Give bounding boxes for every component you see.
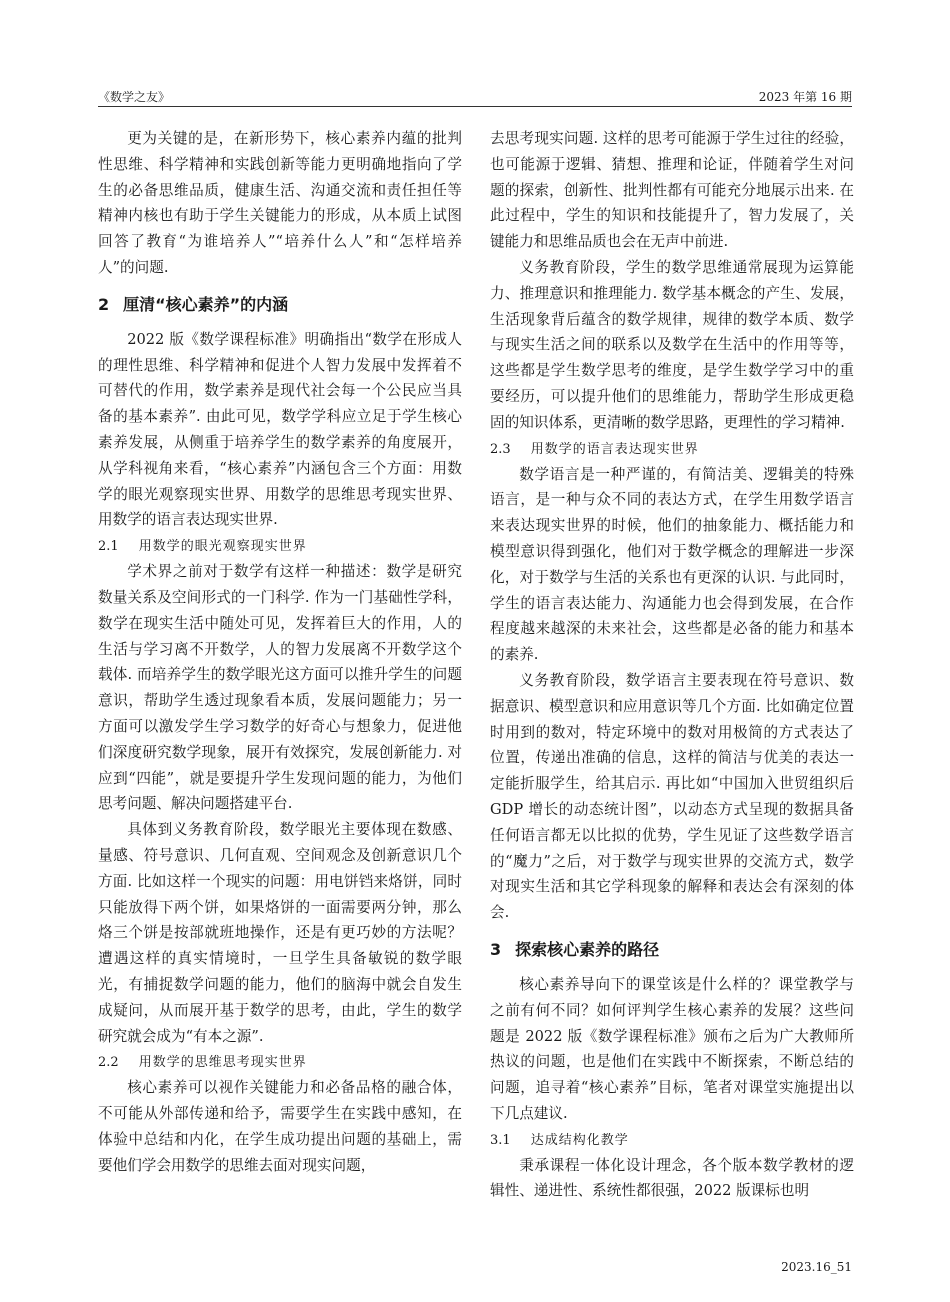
- subsection-number: 2.3: [490, 441, 511, 457]
- paragraph: 义务教育阶段，学生的数学思维通常展现为运算能力、推理意识和推理能力. 数学基本概念的产生、发展，生活现象背后蕴含的数学规律，规律的数学本质、数学与现实生活之间的联系以及数学在生活中的作用等等，这些都是学生数学思考的维度，是学生数学学习中的重要经历，可以提升他们的思维能力，帮助学生形成更稳固的知识体系，更清晰的数学思路，更理性的学习精神.: [490, 258, 854, 431]
- paragraph: 去思考现实问题. 这样的思考可能源于学生过往的经验，也可能源于逻辑、猜想、推理和论证，伴随着学生对问题的探索，创新性、批判性都有可能充分地展示出来. 在此过程中，学生的知识和技能提升了，智力发展了，关键能力和思维品质也会在无声中前进.: [490, 130, 854, 251]
- subsection-title: 达成结构化教学: [530, 1132, 629, 1148]
- subsection-title: 用数学的思维思考现实世界: [138, 1055, 307, 1071]
- section-title: 厘清“核心素养”的内涵: [123, 294, 289, 314]
- section-number: 3: [490, 939, 502, 959]
- running-header: [98, 84, 852, 107]
- paragraph: 更为关键的是，在新形势下，核心素养内蕴的批判性思维、科学精神和实践创新等能力更明确地指向了学生的必备思维品质，健康生活、沟通交流和责任担任等精神内核也有助于学生关键能力的形成，从本质上试图回答了教育“为谁培养人”“培养什么人”和“怎样培养人”的问题.: [98, 130, 462, 276]
- subsection-title: 用数学的眼光观察现实世界: [138, 539, 307, 555]
- subsection-heading-2-2: [98, 1051, 462, 1075]
- paragraph: 学术界之前对于数学有这样一种描述：数学是研究数量关系及空间形式的一门科学. 作为一门基础性学科，数学在现实生活中随处可见，发挥着巨大的作用，人的生活与学习离不开数学，人的智力发展离不开数学这个载体. 而培养学生的数学眼光这方面可以推升学生的问题意识，帮助学生透过现象看本质，发展问题能力；另一方面可以激发学生学习数学的好奇心与想象力，促进他们深度研究数学现象，展开有效探究，发展创新能力. 对应到“四能”，就是要提升学生发现问题的能力，为他们思考问题、解决问题搭建平台.: [98, 563, 462, 813]
- section-title: 探索核心素养的路径: [515, 939, 660, 959]
- section-heading-3: [490, 936, 854, 964]
- subsection-heading-2-1: [98, 535, 462, 559]
- paragraph: 核心素养可以视作关键能力和必备品格的融合体，不可能从外部传递和给予，需要学生在实践中感知，在体验中总结和内化，在学生成功提出问题的基础上，需要他们学会用数学的思维去面对现实问题，: [98, 1079, 462, 1174]
- page-number: 2023.16_51: [781, 1260, 852, 1274]
- subsection-title: 用数学的语言表达现实世界: [530, 441, 699, 457]
- left-column: [98, 126, 462, 1178]
- paragraph: 数学语言是一种严谨的，有简洁美、逻辑美的特殊语言，是一种与众不同的表达方式，在学生用数学语言来表达现实世界的时候，他们的抽象能力、概括能力和模型意识得到强化，他们对于数学概念的理解进一步深化，对于数学与生活的关系也有更深的认识. 与此同时，学生的语言表达能力、沟通能力也会得到发展，在合作程度越来越深的未来社会，这些都是必备的能力和基本的素养.: [490, 465, 854, 664]
- issue-label: 2023 年第 16 期: [758, 90, 852, 104]
- subsection-number: 2.1: [98, 539, 119, 555]
- subsection-heading-3-1: [490, 1129, 854, 1153]
- paragraph: 核心素养导向下的课堂该是什么样的？课堂教学与之前有何不同？如何评判学生核心素养的发展？这些问题是 2022 版《数学课程标准》颁布之后为广大教师所热议的问题，也是他们在实践中不断探索，不断总结的问题，追寻着“核心素养”目标，笔者对课堂实施提出以下几点建议.: [490, 975, 854, 1122]
- right-column: [490, 126, 854, 1204]
- subsection-heading-2-3: [490, 438, 854, 462]
- section-number: 2: [98, 294, 110, 314]
- journal-name: 《数学之友》: [98, 90, 171, 104]
- paragraph: 2022 版《数学课程标准》明确指出“数学在形成人的理性思维、科学精神和促进个人智力发展中发挥着不可替代的作用，数学素养是现代社会每一个公民应当具备的基本素养”. 由此可见，数学学科应立足于学生核心素养发展，从侧重于培养学生的数学素养的角度展开，从学科视角来看，“核心素养”内涵包含三个方面：用数学的眼光观察现实世界、用数学的思维思考现实世界、用数学的语言表达现实世界.: [98, 330, 462, 529]
- paragraph: 具体到义务教育阶段，数学眼光主要体现在数感、量感、符号意识、几何直观、空间观念及创新意识几个方面. 比如这样一个现实的问题：用电饼铛来烙饼，同时只能放得下两个饼，如果烙饼的一面需要两分钟，那么烙三个饼是按部就班地操作，还是有更巧妙的方法呢？遭遇这样的真实情境时，一旦学生具备敏锐的数学眼光，有捕捉数学问题的能力，他们的脑海中就会自发生成疑问，从而展开基于数学的思考，由此，学生的数学研究就会成为“有本之源”.: [98, 821, 462, 1045]
- paragraph: 秉承课程一体化设计理念，各个版本数学教材的逻辑性、递进性、系统性都很强，2022 版课标也明: [490, 1156, 854, 1200]
- subsection-number: 3.1: [490, 1132, 511, 1148]
- paragraph: 义务教育阶段，数学语言主要表现在符号意识、数据意识、模型意识和应用意识等几个方面. 比如确定位置时用到的数对，特定环境中的数对用极简的方式表达了位置，传递出准确的信息，这样的简洁与优美的表达一定能折服学生，给其启示. 再比如“中国加入世贸组织后 GDP 增长的动态统计图”，以动态方式呈现的数据具备任何语言都无以比拟的优势，学生见证了这些数学语言的“魔力”之后，对于数学与现实世界的交流方式，数学对现实生活和其它学科现象的解释和表达会有深刻的体会.: [490, 671, 854, 922]
- section-heading-2: [98, 291, 462, 319]
- subsection-number: 2.2: [98, 1055, 119, 1071]
